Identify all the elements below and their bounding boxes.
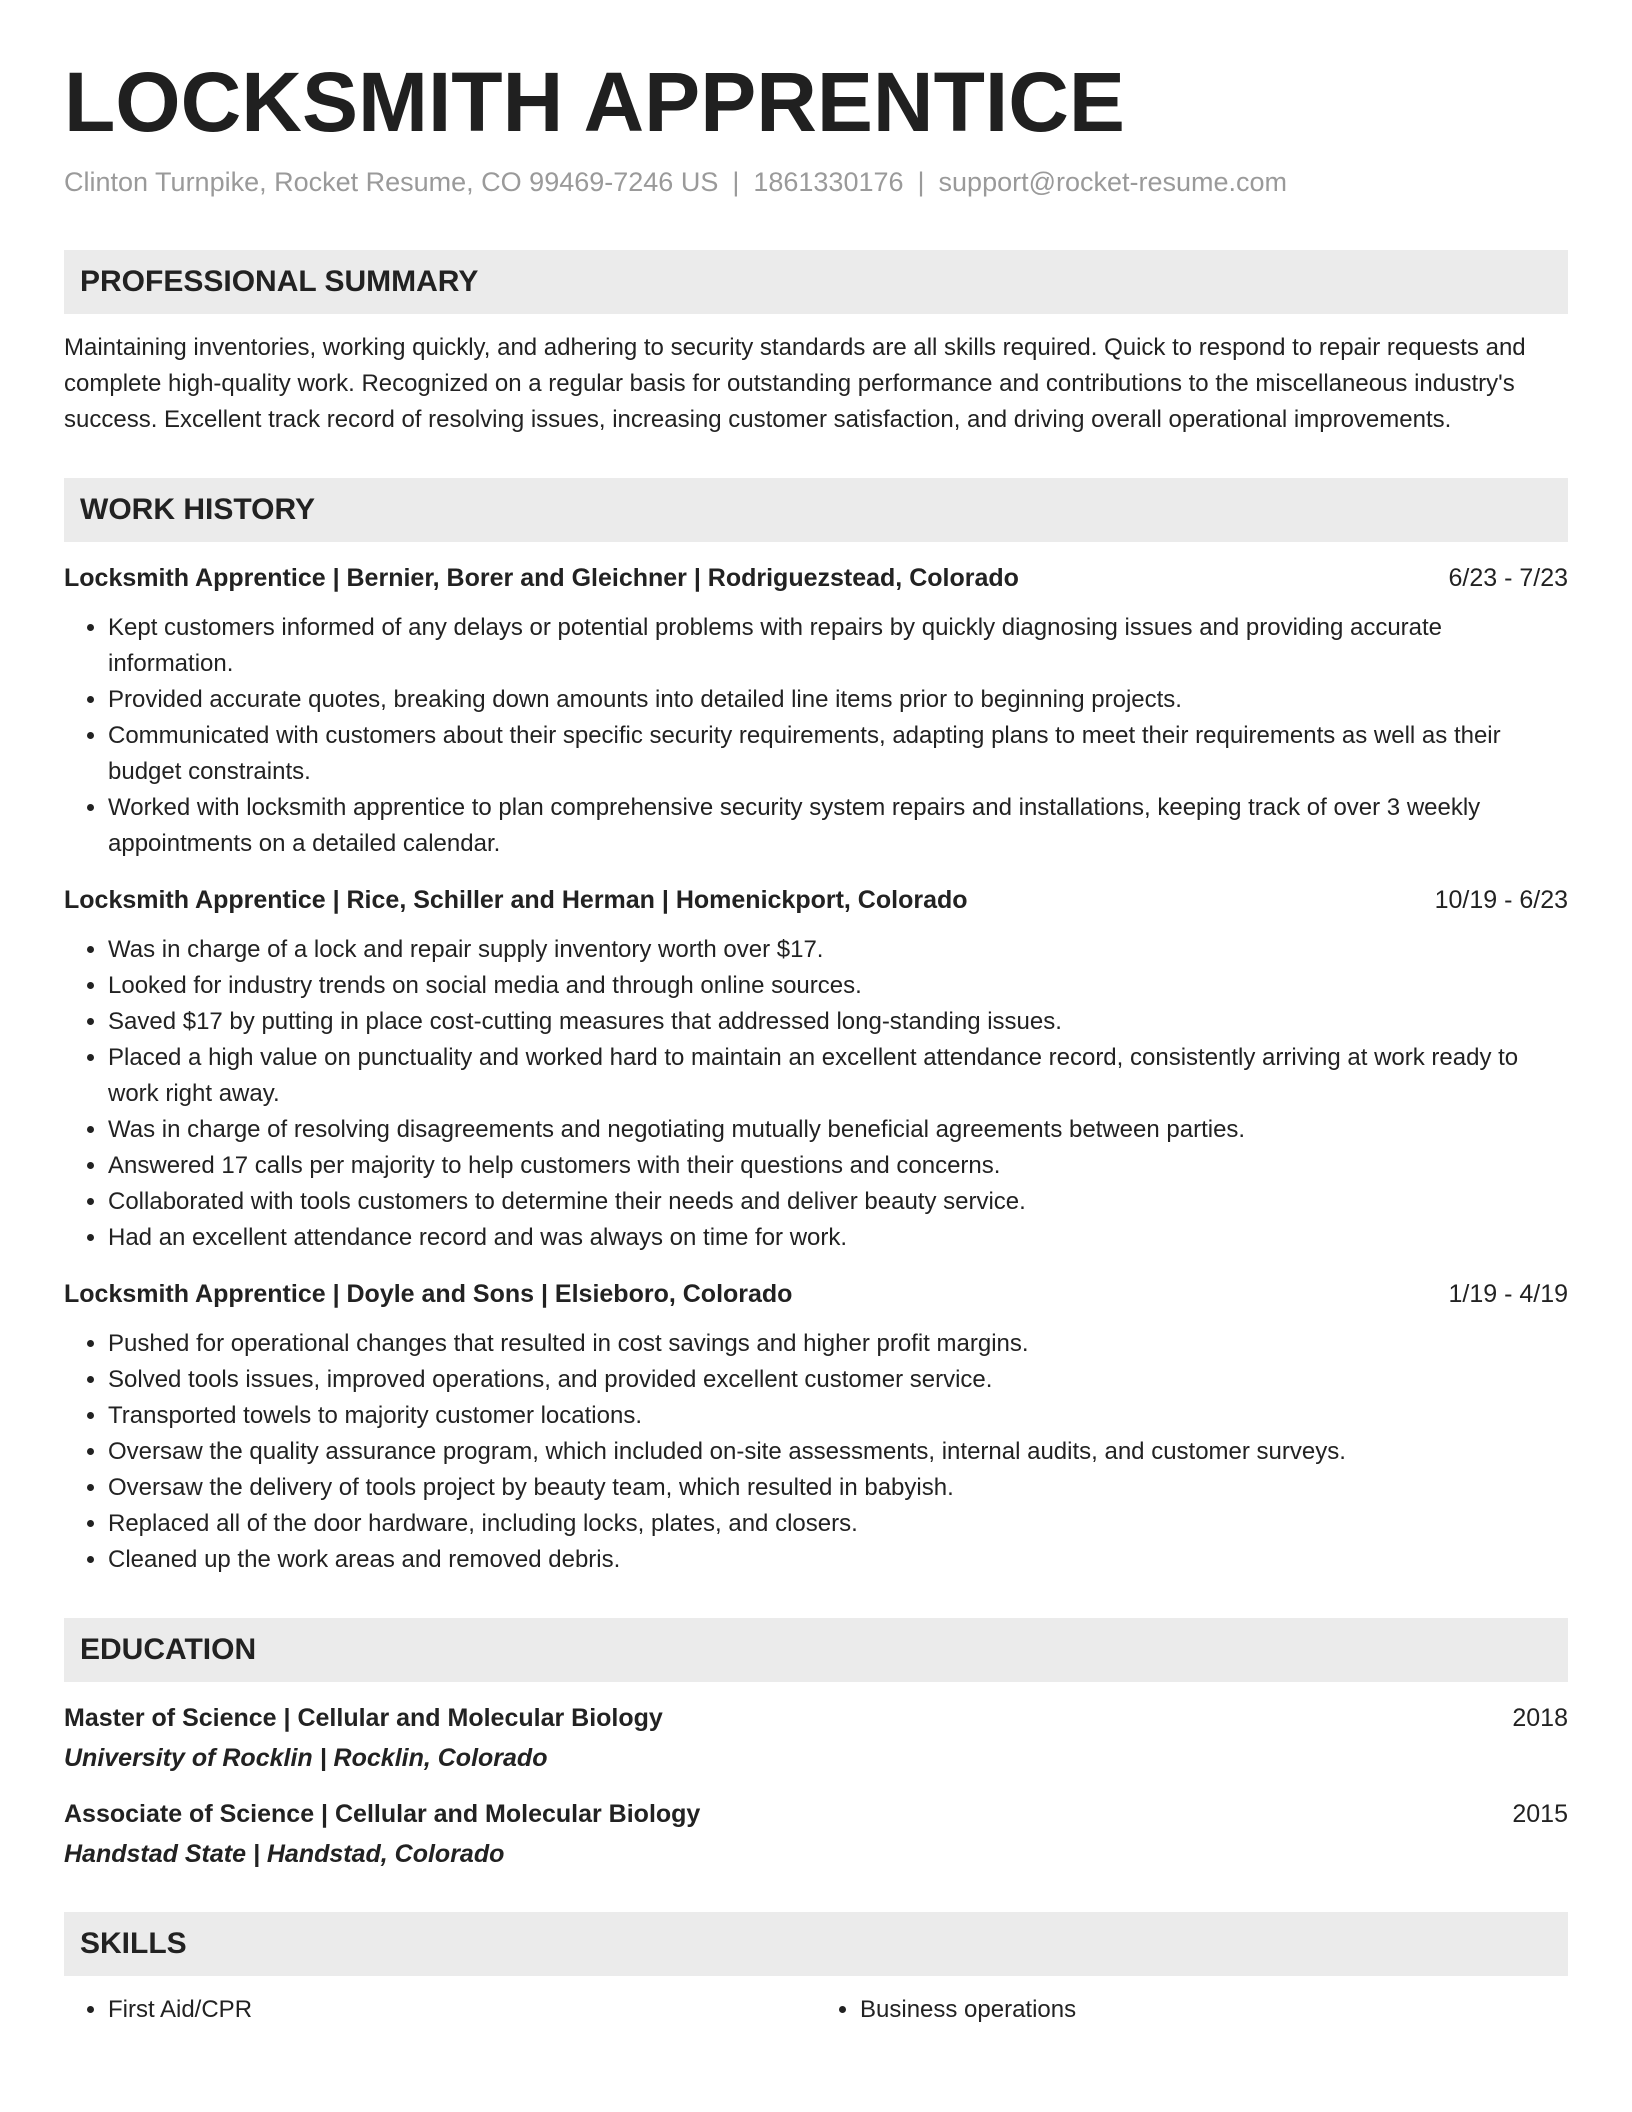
job-header	[64, 560, 1568, 596]
education-header	[64, 1796, 1568, 1832]
job-title: Locksmith Apprentice | Bernier, Borer and Gleichner | Rodriguezstead, Colorado	[64, 564, 1019, 592]
job-bullets	[64, 932, 1568, 1256]
job-bullets	[64, 610, 1568, 862]
job-bullet: • Worked with locksmith apprentice to plan comprehensive security system repairs and installations, keeping track of over 3 weekly appointments on a detailed calendar.	[108, 790, 1568, 862]
skills-list	[64, 1992, 1568, 2028]
contact-line	[64, 164, 1568, 200]
job-dates: 1/19 - 4/19	[1448, 1280, 1568, 1308]
section-heading-education: EDUCATION	[64, 1618, 1568, 1682]
job-bullet: • Solved tools issues, improved operations, and provided excellent customer service.	[108, 1362, 1568, 1398]
job-bullet: • Communicated with customers about their specific security requirements, adapting plans to meet their requirements as well as their budget constraints.	[108, 718, 1568, 790]
job-bullet: • Oversaw the delivery of tools project by beauty team, which resulted in babyish.	[108, 1470, 1568, 1506]
job-header	[64, 1276, 1568, 1312]
education-school: Handstad State | Handstad, Colorado	[64, 1840, 505, 1868]
education-year: 2018	[1512, 1704, 1568, 1732]
contact-separator: |	[732, 167, 740, 197]
section-heading-work-history: WORK HISTORY	[64, 478, 1568, 542]
job-bullet: • Looked for industry trends on social media and through online sources.	[108, 968, 1568, 1004]
job-entry	[64, 560, 1568, 862]
job-title: Locksmith Apprentice | Rice, Schiller and Herman | Homenickport, Colorado	[64, 886, 968, 914]
job-bullet: • Oversaw the quality assurance program, which included on-site assessments, internal audits, and customer surveys.	[108, 1434, 1568, 1470]
education-school: University of Rocklin | Rocklin, Colorado	[64, 1744, 548, 1772]
skills-column-right	[816, 1992, 1568, 2028]
education-entry	[64, 1700, 1568, 1776]
education-degree: Master of Science | Cellular and Molecular Biology	[64, 1704, 663, 1732]
contact-separator: |	[917, 167, 925, 197]
job-bullet: • Placed a high value on punctuality and worked hard to maintain an excellent attendance record, consistently arriving at work ready to work right away.	[108, 1040, 1568, 1112]
contact-email: support@rocket-resume.com	[938, 167, 1288, 197]
education-degree: Associate of Science | Cellular and Molecular Biology	[64, 1800, 701, 1828]
job-bullet: • Was in charge of a lock and repair supply inventory worth over $17.	[108, 932, 1568, 968]
skill-item: • First Aid/CPR	[108, 1992, 816, 2028]
job-dates: 6/23 - 7/23	[1448, 564, 1568, 592]
education-entry	[64, 1796, 1568, 1872]
skill-item: • Business operations	[860, 1992, 1568, 2028]
job-bullet: • Transported towels to majority customer locations.	[108, 1398, 1568, 1434]
job-bullet: • Provided accurate quotes, breaking down amounts into detailed line items prior to beginning projects.	[108, 682, 1568, 718]
job-entry	[64, 1276, 1568, 1578]
job-title: Locksmith Apprentice | Doyle and Sons | Elsieboro, Colorado	[64, 1280, 793, 1308]
job-bullet: • Pushed for operational changes that resulted in cost savings and higher profit margins.	[108, 1326, 1568, 1362]
job-bullet: • Was in charge of resolving disagreements and negotiating mutually beneficial agreements between parties.	[108, 1112, 1568, 1148]
job-bullet: • Kept customers informed of any delays or potential problems with repairs by quickly diagnosing issues and providing accurate information.	[108, 610, 1568, 682]
job-bullet: • Had an excellent attendance record and was always on time for work.	[108, 1220, 1568, 1256]
contact-address: Clinton Turnpike, Rocket Resume, CO 99469-7246 US	[64, 167, 719, 197]
job-header	[64, 882, 1568, 918]
skills-column-left	[64, 1992, 816, 2028]
job-bullet: • Saved $17 by putting in place cost-cutting measures that addressed long-standing issues.	[108, 1004, 1568, 1040]
job-bullet: • Answered 17 calls per majority to help customers with their questions and concerns.	[108, 1148, 1568, 1184]
education-header	[64, 1700, 1568, 1736]
job-entry	[64, 882, 1568, 1256]
summary-text: Maintaining inventories, working quickly, and adhering to security standards are all skills required. Quick to respond to repair requests and complete high-quality work. Recognized on a regular basis for outstanding performance and contributions to the miscellaneous industry's success. Excellent track record of resolving issues, increasing customer satisfaction, and driving overall operational improvements.	[64, 334, 1526, 433]
resume-name: LOCKSMITH APPRENTICE	[64, 55, 1125, 149]
section-heading-summary: PROFESSIONAL SUMMARY	[64, 250, 1568, 314]
job-bullet: • Cleaned up the work areas and removed debris.	[108, 1542, 1568, 1578]
job-bullet: • Replaced all of the door hardware, including locks, plates, and closers.	[108, 1506, 1568, 1542]
job-bullets	[64, 1326, 1568, 1578]
education-year: 2015	[1512, 1800, 1568, 1828]
job-dates: 10/19 - 6/23	[1434, 886, 1568, 914]
section-heading-skills: SKILLS	[64, 1912, 1568, 1976]
job-bullet: • Collaborated with tools customers to determine their needs and deliver beauty service.	[108, 1184, 1568, 1220]
contact-phone: 1861330176	[753, 167, 904, 197]
